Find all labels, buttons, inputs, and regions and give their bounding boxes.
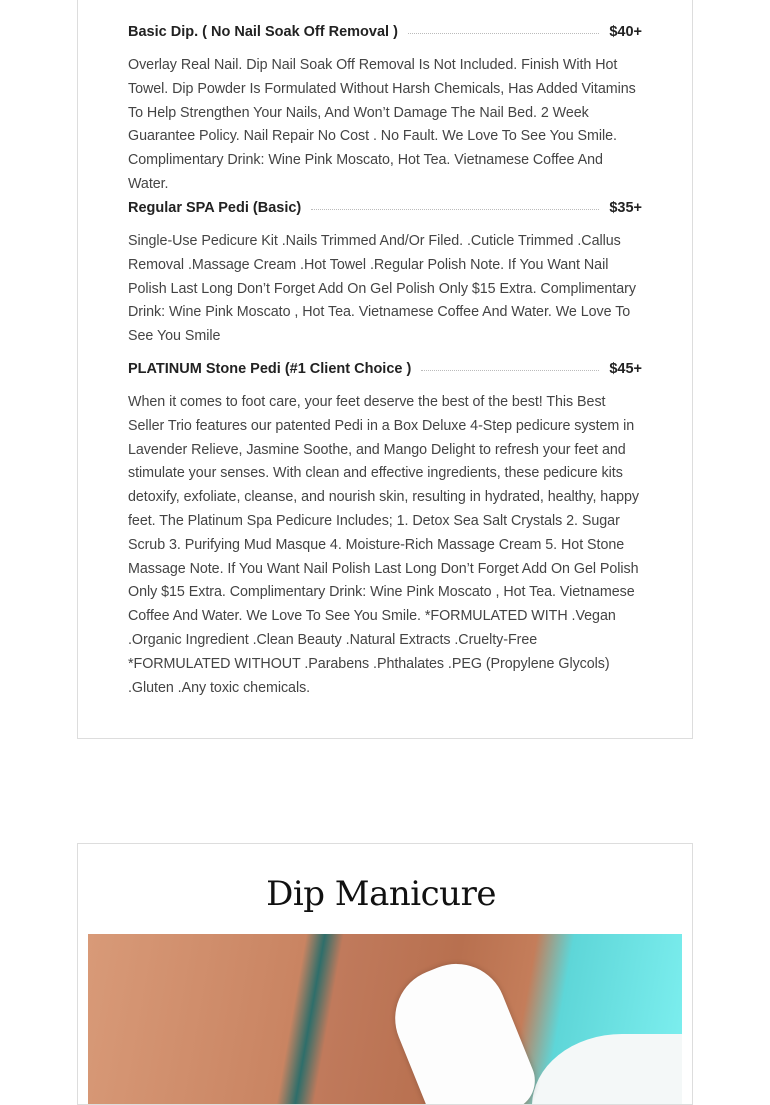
dotted-leader — [311, 209, 599, 210]
dip-manicure-photo — [88, 934, 682, 1104]
dip-manicure-card — [77, 843, 693, 1105]
white-nail — [380, 949, 544, 1104]
photo-background-shape — [532, 1034, 682, 1104]
service-name: Basic Dip. ( No Nail Soak Off Removal ) — [128, 24, 398, 40]
dotted-leader — [421, 370, 599, 371]
section-title: Dip Manicure — [266, 874, 496, 914]
service-price: $40+ — [609, 24, 642, 40]
service-description: Single-Use Pedicure Kit .Nails Trimmed And/Or Filed. .Cuticle Trimmed .Callus Removal .Massage Cream .Hot Towel .Regular Polish Note. If You Want Nail Polish Last Long Don’t Forget Add On Gel Polish Only $15 Extra. Complimentary Drink: Wine Pink Moscato , Hot Tea. Vietnamese Coffee And Water. We Love To See You Smile — [128, 233, 636, 345]
service-item — [128, 198, 642, 349]
service-description: Overlay Real Nail. Dip Nail Soak Off Removal Is Not Included. Finish With Hot Towel. Dip Powder Is Formulated Without Harsh Chemicals, Has Added Vitamins To Help Strengthen Your Nails, And Won’t Damage The Nail Bed. 2 Week Guarantee Policy. Nail Repair No Cost . No Fault. We Love To See You Smile. Complimentary Drink: Wine Pink Moscato, Hot Tea. Vietnamese Coffee And Water. — [128, 57, 636, 192]
service-name: Regular SPA Pedi (Basic) — [128, 200, 302, 216]
service-price: $45+ — [609, 361, 642, 377]
dotted-leader — [408, 33, 599, 34]
service-item — [128, 359, 642, 700]
service-name: PLATINUM Stone Pedi (#1 Client Choice ) — [128, 361, 412, 377]
service-menu-card — [77, 0, 693, 739]
service-description: When it comes to foot care, your feet deserve the best of the best! This Best Seller Trio features our patented Pedi in a Box Deluxe 4-Step pedicure system in Lavender Relieve, Jasmine Soothe, and Mango Delight to refresh your feet and stimulate your senses. With clean and effective ingredients, these pedicure kits detoxify, exfoliate, cleanse, and nourish skin, resulting in hydrated, healthy, happy feet. The Platinum Spa Pedicure Includes; 1. Detox Sea Salt Crystals 2. Sugar Scrub 3. Purifying Mud Masque 4. Moisture-Rich Massage Cream 5. Hot Stone Massage Note. If You Want Nail Polish Last Long Don’t Forget Add On Gel Polish Only $15 Extra. Complimentary Drink: Wine Pink Moscato , Hot Tea. Vietnamese Coffee And Water. We Love To See You Smile. *FORMULATED WITH .Vegan .Organic Ingredient .Clean Beauty .Natural Extracts .Cruelty-Free *FORMULATED WITHOUT .Parabens .Phthalates .PEG (Propylene Glycols) .Gluten .Any toxic chemicals. — [128, 394, 640, 696]
service-item — [128, 22, 642, 197]
service-price: $35+ — [609, 200, 642, 216]
